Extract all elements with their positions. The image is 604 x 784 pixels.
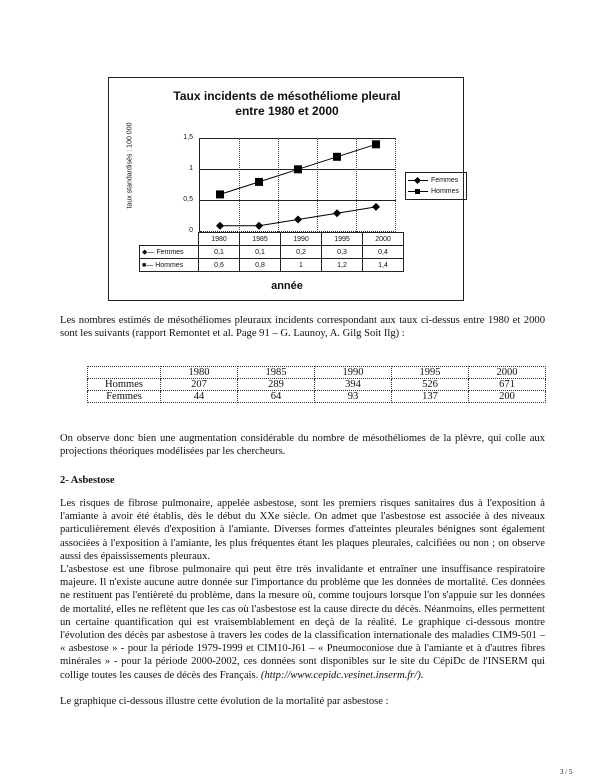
table-header: 1990 (315, 367, 392, 379)
table-cell: 207 (161, 379, 238, 391)
page-number: 3 / 5 (560, 768, 573, 776)
cepidc-link[interactable]: (http://www.cepidc.vesinet.inserm.fr/). (260, 669, 424, 681)
legend-item-hommes (408, 186, 464, 197)
section-title: 2- Asbestose (60, 475, 115, 486)
table-cell: 44 (161, 391, 238, 403)
x-tick: 2000 (363, 233, 404, 246)
table-row (140, 259, 404, 272)
y-tick: 0,5 (183, 196, 193, 203)
table-cell: 200 (469, 391, 546, 403)
table-cell: 0,1 (240, 246, 281, 259)
table-cell: 1,4 (363, 259, 404, 272)
table-cell: 1 (281, 259, 322, 272)
square-marker-icon (408, 191, 428, 192)
line-series (200, 138, 396, 232)
table-cell: 0,6 (199, 259, 240, 272)
counts-table (87, 366, 546, 403)
table-header: 2000 (469, 367, 546, 379)
row-header: Femmes (88, 391, 161, 403)
table-row (140, 233, 404, 246)
table-header: 1985 (238, 367, 315, 379)
table-cell: 137 (392, 391, 469, 403)
row-header: ■— Hommes (140, 259, 199, 272)
paragraph-text: L'asbestose est une fibrose pulmonaire qui peut être très invalidante et entraîner une insuffisance respiratoire majeure. Il n'existe aucune autre donnée sur l'importance du problème que les données de mortalité. Ces données ne restituent pas l'entièreté du problème, dans la mesure où, comme toujours lorsque l'on s'appuie sur les données de mortalité, elles ne reflètent que les cas où l'asbestose est la cause directe du décès. Néanmoins, elles permettent un certaine quantification qui est vraisemblablement en deçà de la réalité. Le graphique ci-dessous montre l'évolution des décès par asbestose à travers les codes de la classification internationale des maladies CIM9-501 – « asbestose » - pour la période 1979-1999 et CIM10-J61 – « Pneumoconiose due à l'amiante et à d'autres fibres minérales » - pour la période 2000-2002, ces données sont disponibles sur le site du CépiDc de l'INSERM qui collige toutes les causes de décès des Français. (60, 564, 545, 681)
chart-data-table (139, 232, 404, 272)
incidence-chart (108, 77, 464, 301)
paragraph-intro-counts: Les nombres estimés de mésothéliomes pleuraux incidents correspondant aux taux ci-dessus entre 1980 et 2000 sont les suivants (rapport Remontet et al. Page 91 – G. Launoy, A. Gilg Soit Ilg) : (60, 315, 545, 340)
table-cell: 671 (469, 379, 546, 391)
table-cell: 0,3 (322, 246, 363, 259)
table-row (88, 379, 546, 391)
paragraph-asbestose-risks: Les risques de fibrose pulmonaire, appelée asbestose, sont les premiers risques sanitaires dus à l'exposition à l'amiante à avoir été établis, dès le début du XXe siècle. On admet que l'asbestose est associée à des niveaux particulièrement élevés d'exposition à l'amiante. Diverses formes d'atteintes pleurales bénignes sont également associées à l'exposition à l'amiante, les plus fréquentes étant les plaques pleurales, calcifiées ou non ; on observe aussi des épaississements pleuraux. (60, 498, 545, 562)
table-cell: 64 (238, 391, 315, 403)
table-cell: 0,2 (281, 246, 322, 259)
table-cell: 526 (392, 379, 469, 391)
table-header: 1995 (392, 367, 469, 379)
legend-item-femmes (408, 175, 464, 186)
table-header-row (88, 367, 546, 379)
y-tick: 1,5 (183, 134, 193, 141)
table-cell: 0,1 (199, 246, 240, 259)
y-axis-label: taux standardisés : 100 000 (126, 122, 134, 209)
legend-label: Hommes (431, 188, 460, 195)
chart-title-line2: entre 1980 et 2000 (235, 104, 339, 118)
table-header (88, 367, 161, 379)
x-tick: 1995 (322, 233, 363, 246)
plot-area (199, 138, 396, 232)
x-tick: 1980 (199, 233, 240, 246)
chart-legend (405, 172, 467, 200)
table-cell: 0,8 (240, 259, 281, 272)
paragraph-observation: On observe donc bien une augmentation considérable du nombre de mésothéliomes de la plèvre, qui colle aux projections théoriques modélisées par les chercheurs. (60, 433, 545, 458)
chart-title-line1: Taux incidents de mésothéliome pleural (173, 89, 401, 103)
table-cell: 394 (315, 379, 392, 391)
x-axis-title: année (271, 280, 303, 292)
table-row (140, 246, 404, 259)
paragraph-asbestose-mortality (60, 563, 545, 682)
table-cell: 289 (238, 379, 315, 391)
x-tick: 1990 (281, 233, 322, 246)
x-tick: 1985 (240, 233, 281, 246)
table-header: 1980 (161, 367, 238, 379)
table-cell: 1,2 (322, 259, 363, 272)
diamond-marker-icon (408, 180, 428, 181)
paragraph-graph-intro: Le graphique ci-dessous illustre cette évolution de la mortalité par asbestose : (60, 696, 389, 707)
y-tick: 0 (189, 227, 193, 234)
legend-label: Femmes (431, 177, 459, 184)
row-header: Hommes (88, 379, 161, 391)
table-cell: 0,4 (363, 246, 404, 259)
row-header: ◆— Femmes (140, 246, 199, 259)
table-cell: 93 (315, 391, 392, 403)
table-row (88, 391, 546, 403)
y-tick: 1 (189, 165, 193, 172)
